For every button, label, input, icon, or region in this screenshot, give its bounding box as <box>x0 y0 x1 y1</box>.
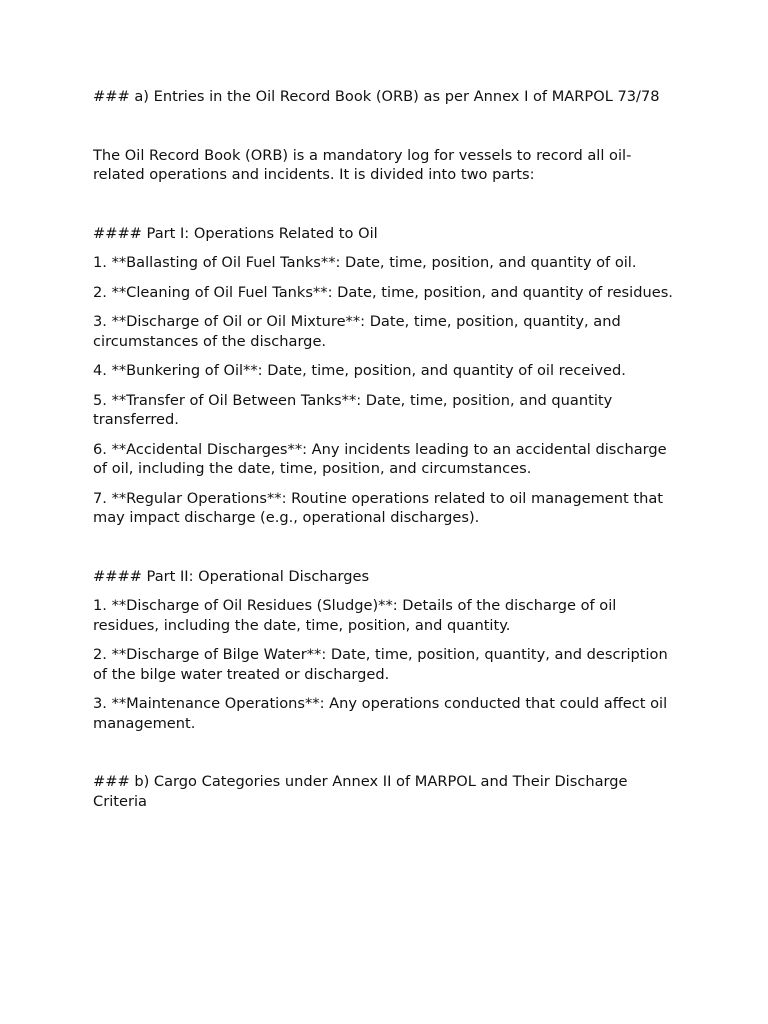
part1-item-7: 7. **Regular Operations**: Routine operations related to oil management that may impact discharge (e.g., operational discharges). <box>93 489 664 526</box>
intro-paragraph: The Oil Record Book (ORB) is a mandatory log for vessels to record all oil-related operations and incidents. It is divided into two parts: <box>93 146 632 183</box>
part2-item-3: 3. **Maintenance Operations**: Any operations conducted that could affect oil management. <box>93 695 668 732</box>
part1-item-3: 3. **Discharge of Oil or Oil Mixture**: Date, time, position, quantity, and circumstances of the discharge. <box>93 313 621 350</box>
part1-item-5: 5. **Transfer of Oil Between Tanks**: Date, time, position, and quantity transferred. <box>93 391 613 428</box>
part2-item-2: 2. **Discharge of Bilge Water**: Date, time, position, quantity, and description of the bilge water treated or discharged. <box>93 646 668 683</box>
part1-item-2: 2. **Cleaning of Oil Fuel Tanks**: Date, time, position, and quantity of residues. <box>93 283 673 301</box>
part2-item-1: 1. **Discharge of Oil Residues (Sludge)**: Details of the discharge of oil residues, including the date, time, position, and quantity. <box>93 597 617 634</box>
part1-item-4: 4. **Bunkering of Oil**: Date, time, position, and quantity of oil received. <box>93 362 626 379</box>
part1-item-1: 1. **Ballasting of Oil Fuel Tanks**: Date, time, position, and quantity of oil. <box>93 254 637 271</box>
heading-a: ### a) Entries in the Oil Record Book (ORB) as per Annex I of MARPOL 73/78 <box>93 88 660 105</box>
part1-item-6: 6. **Accidental Discharges**: Any incidents leading to an accidental discharge of oil, including the date, time, position, and circumstances. <box>93 440 667 477</box>
document-body <box>93 87 678 811</box>
part1-heading: #### Part I: Operations Related to Oil <box>93 224 378 242</box>
part2-heading: #### Part II: Operational Discharges <box>93 567 370 585</box>
heading-b: ### b) Cargo Categories under Annex II of MARPOL and Their Discharge Criteria <box>93 773 628 810</box>
